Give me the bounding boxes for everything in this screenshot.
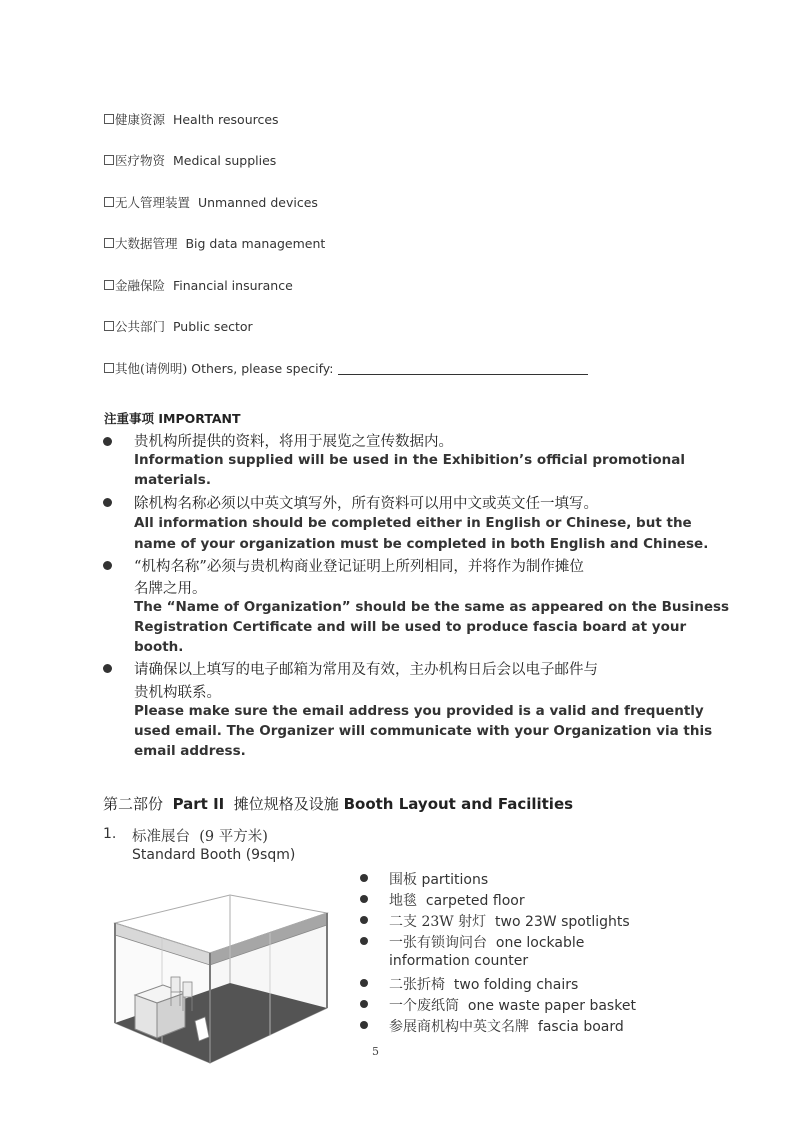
bullet-icon bbox=[360, 916, 368, 924]
facility-item-continued: information counter bbox=[389, 953, 529, 969]
sector-option-public[interactable]: 公共部门 Public sector bbox=[104, 317, 253, 335]
sector-option-medical[interactable]: 医疗物资 Medical supplies bbox=[104, 151, 276, 169]
booth-illustration bbox=[105, 893, 335, 1078]
bullet-icon bbox=[360, 1000, 368, 1008]
bullet-icon bbox=[103, 437, 112, 446]
bullet-icon bbox=[360, 1021, 368, 1029]
important-item-2-en: name of your organization must be completed in both English and Chinese. bbox=[134, 536, 709, 552]
sector-option-unmanned[interactable]: 无人管理装置 Unmanned devices bbox=[104, 193, 318, 211]
important-item-1-en: materials. bbox=[134, 472, 211, 488]
page-number: 5 bbox=[372, 1045, 379, 1058]
bullet-icon bbox=[103, 561, 112, 570]
important-item-2-en: All information should be completed either in English or Chinese, but the bbox=[134, 515, 692, 531]
important-item-2-zh: 除机构名称必须以中英文填写外，所有资料可以用中文或英文任一填写。 bbox=[134, 496, 598, 512]
important-item-4-en: Please make sure the email address you provided is a valid and frequently bbox=[134, 703, 704, 719]
facility-item: 一张有锁询问台 one lockable bbox=[389, 935, 585, 951]
checkbox-icon[interactable] bbox=[104, 321, 114, 331]
bullet-icon bbox=[360, 979, 368, 987]
checkbox-icon[interactable] bbox=[104, 238, 114, 248]
list-number: 1. bbox=[103, 826, 117, 842]
facility-item: 二张折椅 two folding chairs bbox=[389, 977, 579, 993]
others-specify-field[interactable] bbox=[338, 362, 588, 375]
important-item-3-en: booth. bbox=[134, 639, 184, 655]
bullet-icon bbox=[360, 937, 368, 945]
sector-option-others[interactable]: 其他(请例明) Others, please specify: bbox=[104, 359, 588, 377]
important-item-3-zh: “机构名称”必须与贵机构商业登记证明上所列相同，并将作为制作摊位 bbox=[134, 559, 584, 575]
facility-item: 地毯 carpeted floor bbox=[389, 893, 525, 909]
important-item-4-en: email address. bbox=[134, 743, 246, 759]
checkbox-icon[interactable] bbox=[104, 197, 114, 207]
bullet-icon bbox=[360, 874, 368, 882]
important-item-3-en: The “Name of Organization” should be the same as appeared on the Business bbox=[134, 599, 730, 615]
important-item-3-en: Registration Certificate and will be used to produce fascia board at your bbox=[134, 619, 687, 635]
important-item-1-en: Information supplied will be used in the Exhibition’s official promotional bbox=[134, 452, 685, 468]
checkbox-icon[interactable] bbox=[104, 114, 114, 124]
bullet-icon bbox=[103, 664, 112, 673]
important-item-4-en: used email. The Organizer will communicate with your Organization via this bbox=[134, 723, 713, 739]
bullet-icon bbox=[360, 895, 368, 903]
checkbox-icon[interactable] bbox=[104, 280, 114, 290]
sector-option-finance[interactable]: 金融保险 Financial insurance bbox=[104, 276, 293, 294]
facility-item: 一个废纸筒 one waste paper basket bbox=[389, 998, 636, 1014]
important-item-4-zh: 请确保以上填写的电子邮箱为常用及有效，主办机构日后会以电子邮件与 bbox=[134, 662, 598, 678]
standard-booth-en: Standard Booth (9sqm) bbox=[132, 847, 296, 863]
section-heading: 第二部份 Part II 摊位规格及设施 Booth Layout and Facilities bbox=[103, 795, 574, 813]
important-item-4-zh: 贵机构联系。 bbox=[134, 685, 221, 701]
sector-option-bigdata[interactable]: 大数据管理 Big data management bbox=[104, 234, 325, 252]
facility-item: 参展商机构中英文名牌 fascia board bbox=[389, 1019, 624, 1035]
checkbox-icon[interactable] bbox=[104, 155, 114, 165]
important-item-1-zh: 贵机构所提供的资料，将用于展览之宣传数据内。 bbox=[134, 434, 453, 450]
important-heading: 注重事项 IMPORTANT bbox=[104, 411, 241, 426]
sector-option-health[interactable]: 健康资源 Health resources bbox=[104, 110, 279, 128]
checkbox-icon[interactable] bbox=[104, 363, 114, 373]
bullet-icon bbox=[103, 498, 112, 507]
facility-item: 二支 23W 射灯 two 23W spotlights bbox=[389, 914, 630, 930]
standard-booth-zh: 标准展台 (9 平方米) bbox=[132, 829, 268, 845]
important-item-3-zh: 名牌之用。 bbox=[134, 581, 207, 597]
facility-item: 围板 partitions bbox=[389, 872, 489, 888]
